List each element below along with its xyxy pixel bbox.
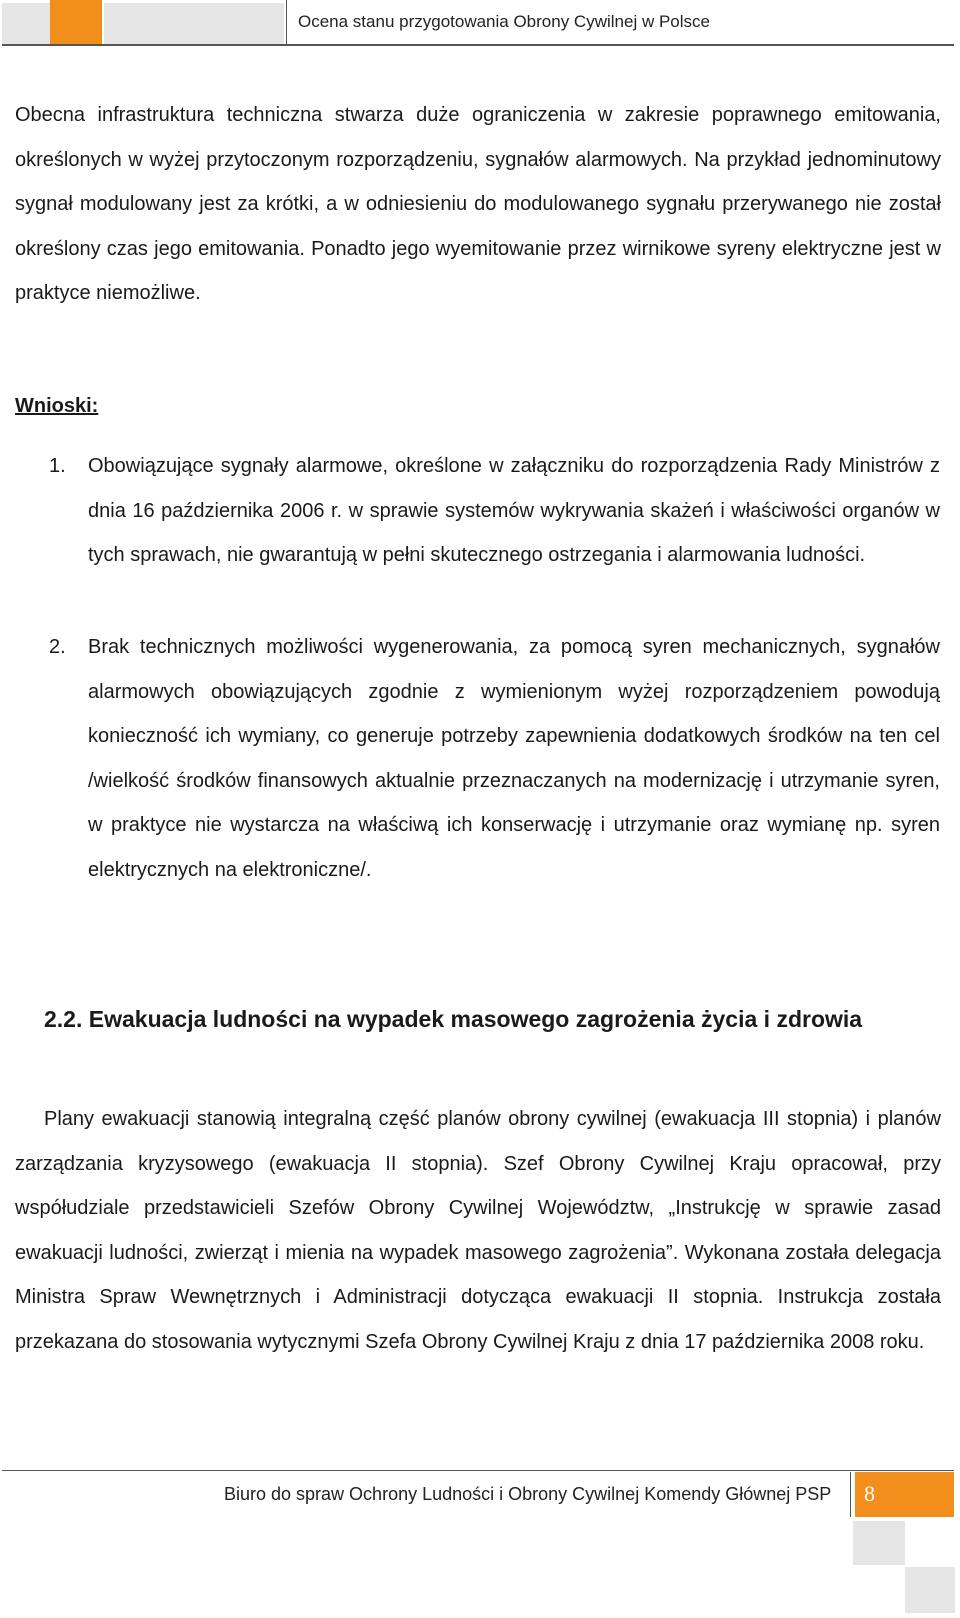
header-rule — [2, 44, 954, 46]
footer-decor-block-1 — [853, 1521, 905, 1565]
list-item-number: 2. — [49, 636, 66, 658]
footer-divider-vertical — [850, 1472, 851, 1517]
list-item: Brak technicznych możliwości wygenerowania, za pomocą syren mechanicznych, sygnałów alarmowych obowiązujących zgodnie z wymienionym wyżej rozporządzeniem powodują konieczność ich wymiany, co generuje potrzeby zapewnienia dodatkowych środków na ten cel /wielkość środków finansowych aktualnie przeznaczanych na modernizację i utrzymanie syren, w praktyce nie wystarcza na właściwą ich konserwację i utrzymanie oraz wymianę np. syren elektrycznych na elektroniczne/. — [88, 636, 940, 881]
intro-paragraph: Obecna infrastruktura techniczna stwarza duże ograniczenia w zakresie poprawnego emitowania, określonych w wyżej przytoczonym rozporządzeniu, sygnałów alarmowych. Na przykład jednominutowy sygnał modulowany jest za krótki, a w odniesieniu do modulowanego sygnału przerywanego nie został określony czas jego emitowania. Ponadto jego wyemitowanie przez wirnikowe syreny elektryczne jest w praktyce niemożliwe. — [15, 104, 941, 305]
list-item-number: 1. — [49, 455, 66, 477]
conclusions-heading: Wnioski: — [15, 395, 99, 417]
footer-organization: Biuro do spraw Ochrony Ludności i Obrony Cywilnej Komendy Głównej PSP — [224, 1484, 832, 1504]
header-divider-vertical — [286, 0, 287, 45]
page-number: 8 — [864, 1481, 875, 1506]
section-paragraph: Plany ewakuacji stanowią integralną część planów obrony cywilnej (ewakuacja III stopnia) i planów zarządzania kryzysowego (ewakuacja II stopnia). Szef Obrony Cywilnej Kraju opracował, przy współudziale przedstawicieli Szefów Obrony Cywilnej Województw, „Instrukcję w sprawie zasad ewakuacji ludności, zwierząt i mienia na wypadek masowego zagrożenia”. Wykonana została delegacja Ministra Spraw Wewnętrznych i Administracji dotycząca ewakuacji II stopnia. Instrukcja została przekazana do stosowania wytycznymi Szefa Obrony Cywilnej Kraju z dnia 17 października 2008 roku. — [15, 1108, 941, 1353]
running-header-title: Ocena stanu przygotowania Obrony Cywilnej w Polsce — [298, 12, 710, 31]
header-decor-block-right — [104, 3, 284, 44]
footer-decor-block-2 — [905, 1567, 955, 1613]
section-heading: 2.2. Ewakuacja ludności na wypadek masowego zagrożenia życia i zdrowia — [44, 1006, 863, 1032]
footer-rule — [2, 1470, 954, 1471]
header-accent-block — [50, 0, 102, 45]
header-decor-block-left — [2, 3, 50, 44]
list-item: Obowiązujące sygnały alarmowe, określone w załączniku do rozporządzenia Rady Ministrów z dnia 16 października 2006 r. w sprawie systemów wykrywania skażeń i właściwości organów w tych sprawach, nie gwarantują w pełni skutecznego ostrzegania i alarmowania ludności. — [88, 455, 940, 567]
